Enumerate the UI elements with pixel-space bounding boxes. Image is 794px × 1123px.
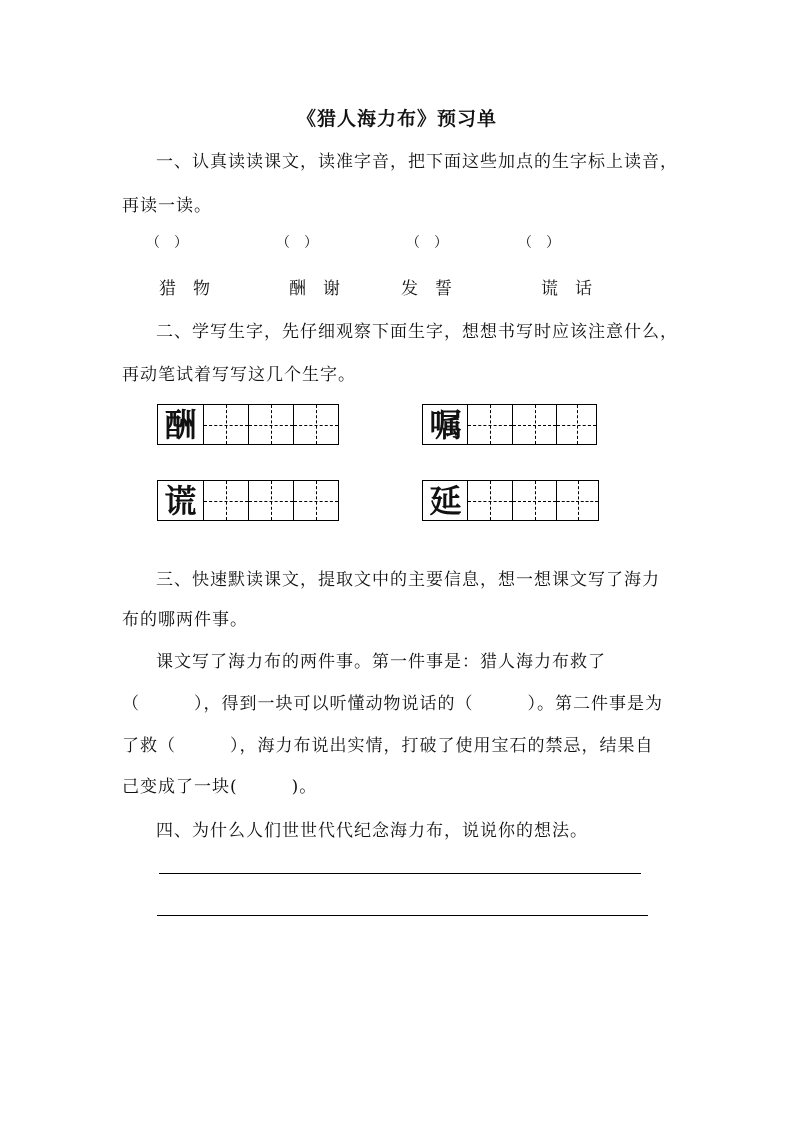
section3-instruction-line1: 三、快速默读课文，提取文中的主要信息，想一想课文写了海力 xyxy=(156,570,660,590)
grid-cell xyxy=(423,405,467,444)
vocab-word-1: 猎 物 xyxy=(159,279,210,299)
pinyin-blank-1[interactable]: （ ） xyxy=(146,235,188,251)
vocab-word-2: 酬 谢 xyxy=(289,279,340,299)
section3-fill-line3[interactable]: 了救（ ），海力布说出实情，打破了使用宝石的禁忌，结果自 xyxy=(122,736,654,756)
section3-fill-line4[interactable]: 己变成了一块( )。 xyxy=(122,777,318,797)
grid-cell[interactable] xyxy=(467,481,512,520)
grid-cell[interactable] xyxy=(512,481,557,520)
grid-cell[interactable] xyxy=(293,405,338,444)
grid-cell[interactable] xyxy=(293,481,338,520)
grid-cell[interactable] xyxy=(556,405,596,444)
writing-grid-3[interactable] xyxy=(157,480,339,521)
pinyin-blank-3[interactable]: （ ） xyxy=(406,235,448,251)
answer-line-1[interactable] xyxy=(159,873,641,874)
grid-cell xyxy=(158,405,203,444)
grid-cell[interactable] xyxy=(467,405,511,444)
grid-cell xyxy=(423,481,467,520)
writing-grid-1[interactable] xyxy=(157,404,339,445)
section1-instruction-line2: 再读一读。 xyxy=(122,196,212,216)
section1-instruction-line1: 一、认真读读课文，读准字音，把下面这些加点的生字标上读音， xyxy=(156,152,678,172)
section3-fill-line1: 课文写了海力布的两件事。第一件事是：猎人海力布救了 xyxy=(156,652,606,672)
section4-instruction: 四、为什么人们世世代代纪念海力布，说说你的想法。 xyxy=(156,821,588,841)
answer-line-2[interactable] xyxy=(157,915,648,916)
grid-cell[interactable] xyxy=(512,405,556,444)
grid-cell[interactable] xyxy=(203,481,248,520)
grid-cell[interactable] xyxy=(556,481,598,520)
section3-instruction-line2: 布的哪两件事。 xyxy=(122,610,248,630)
grid-cell[interactable] xyxy=(248,405,293,444)
model-char: 酬 xyxy=(164,405,197,444)
writing-grid-4[interactable] xyxy=(422,480,599,521)
grid-cell[interactable] xyxy=(203,405,248,444)
model-char: 延 xyxy=(429,481,462,520)
pinyin-blank-4[interactable]: （ ） xyxy=(518,235,560,251)
grid-cell xyxy=(158,481,203,520)
section2-instruction-line2: 再动笔试着写写这几个生字。 xyxy=(122,365,356,385)
section3-fill-line2[interactable]: （ ），得到一块可以听懂动物说话的（ ）。第二件事是为 xyxy=(122,694,663,714)
page-title: 《猎人海力布》预习单 xyxy=(296,108,497,130)
section2-instruction-line1: 二、学写生字，先仔细观察下面生字，想想书写时应该注意什么， xyxy=(156,322,678,342)
grid-cell[interactable] xyxy=(248,481,293,520)
pinyin-blank-2[interactable]: （ ） xyxy=(276,235,318,251)
model-char: 嘱 xyxy=(429,405,462,444)
vocab-word-3: 发 誓 xyxy=(401,279,452,299)
writing-grid-2[interactable] xyxy=(422,404,597,445)
model-char: 谎 xyxy=(164,481,197,520)
vocab-word-4: 谎 话 xyxy=(541,279,592,299)
